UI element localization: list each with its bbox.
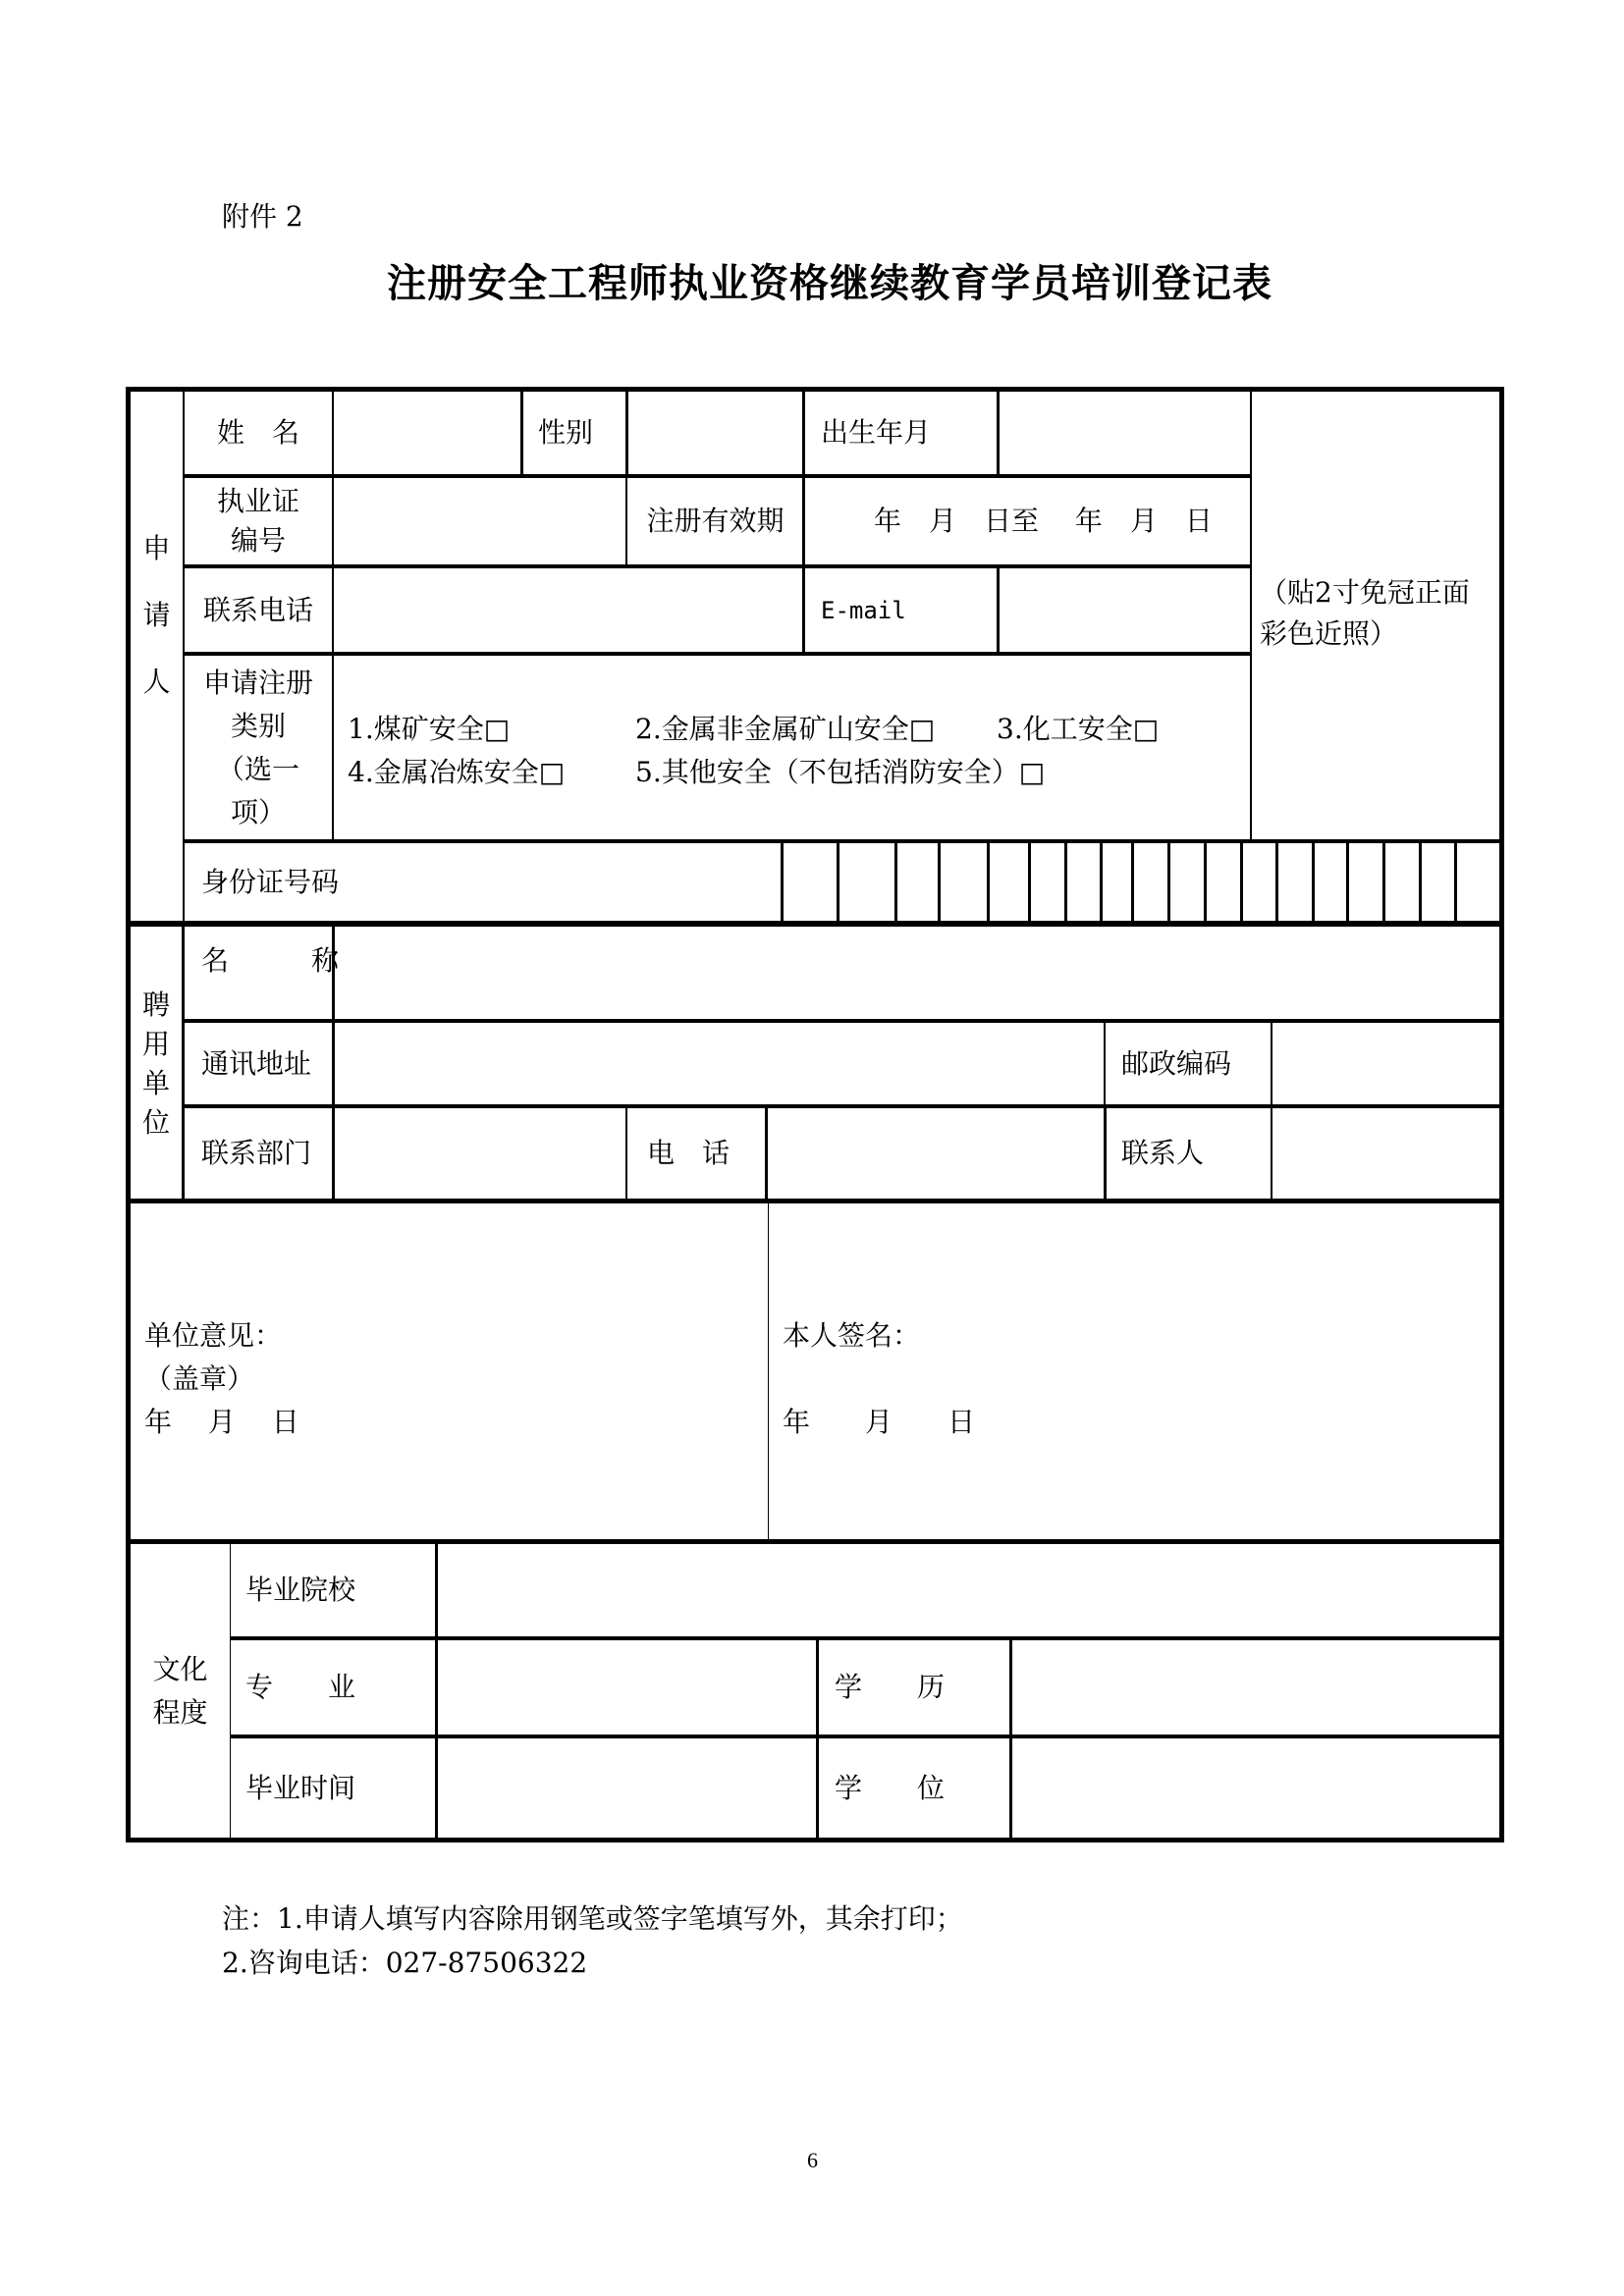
- degree-input[interactable]: [1012, 1738, 1499, 1838]
- major-label: 专 业: [245, 1671, 356, 1703]
- grad-time-label-cell: [245, 1738, 435, 1838]
- birth-label-cell: [821, 392, 997, 474]
- divider: [182, 923, 185, 1202]
- category-label-cell: [185, 656, 332, 839]
- divider: [1104, 1021, 1106, 1106]
- id-digit-box[interactable]: [1134, 843, 1167, 921]
- education-section-label: [131, 1544, 230, 1838]
- gender-label-cell: [538, 392, 625, 474]
- license-number-input[interactable]: [335, 478, 625, 564]
- section-char: 用: [141, 1027, 170, 1060]
- gender-label: 性别: [538, 416, 594, 449]
- id-digit-box[interactable]: [941, 843, 987, 921]
- validity-input[interactable]: [805, 478, 1250, 564]
- id-digit-box[interactable]: [897, 843, 938, 921]
- name-input[interactable]: [335, 392, 520, 474]
- seal-label: （盖章）: [144, 1362, 255, 1395]
- id-digit-box[interactable]: [1457, 843, 1498, 921]
- divider: [625, 476, 627, 566]
- birth-input[interactable]: [1000, 392, 1250, 474]
- category-label-line: 类别: [230, 709, 286, 742]
- postcode-label-cell: [1121, 1023, 1271, 1104]
- id-digit-box[interactable]: [1243, 843, 1275, 921]
- license-label-line2: 编号: [230, 524, 286, 557]
- contact-input[interactable]: [1272, 1108, 1499, 1199]
- signature-area[interactable]: [769, 1203, 1499, 1539]
- id-digit-box[interactable]: [1422, 843, 1454, 921]
- category-option-coal[interactable]: 1.煤矿安全□: [348, 713, 511, 745]
- section-char: 聘: [141, 988, 170, 1021]
- category-label-line: 项）: [230, 795, 286, 828]
- note-line-1: 注：1.申请人填写内容除用钢笔或签字笔填写外，其余打印；: [222, 1902, 963, 1935]
- checkbox-icon[interactable]: □: [483, 713, 511, 745]
- dept-label: 联系部门: [201, 1137, 312, 1169]
- employer-phone-input[interactable]: [768, 1108, 1104, 1199]
- unit-opinion-area[interactable]: [131, 1203, 768, 1539]
- degree-label-cell: [835, 1738, 1009, 1838]
- school-label-cell: [245, 1544, 435, 1636]
- page-number: 6: [807, 2148, 818, 2172]
- id-digit-box[interactable]: [1207, 843, 1240, 921]
- divider: [332, 390, 334, 841]
- id-digit-box[interactable]: [1385, 843, 1419, 921]
- name-label: 姓 名: [216, 416, 299, 449]
- degree-level-label-cell: [835, 1640, 1009, 1735]
- employer-phone-label: 电 话: [647, 1137, 731, 1169]
- attachment-label: 附件 2: [222, 200, 303, 233]
- section-char: 人: [142, 666, 171, 698]
- category-label-line: 申请注册: [202, 666, 313, 699]
- section-char: 申: [142, 532, 171, 564]
- category-option-chemical[interactable]: 3.化工安全□: [997, 713, 1160, 745]
- category-option-metallurgy[interactable]: 4.金属冶炼安全□: [348, 756, 566, 788]
- divider: [230, 1541, 231, 1840]
- photo-area[interactable]: [1252, 392, 1499, 839]
- grad-time-label: 毕业时间: [245, 1771, 356, 1804]
- validity-label: 注册有效期: [646, 505, 785, 537]
- gender-input[interactable]: [628, 392, 802, 474]
- school-label: 毕业院校: [245, 1574, 356, 1606]
- employer-name-label: 名 称: [201, 944, 340, 977]
- employer-name-input[interactable]: [335, 927, 1499, 1019]
- name-label-cell: [185, 392, 332, 474]
- contact-label-cell: [1121, 1108, 1271, 1199]
- divider: [1104, 1106, 1107, 1201]
- id-digit-box[interactable]: [1278, 843, 1312, 921]
- email-label: E-mail: [821, 596, 906, 624]
- section-label-line1: 文化: [152, 1652, 208, 1685]
- signature-label: 本人签名：: [783, 1319, 921, 1352]
- note-line-2: 2.咨询电话：027-87506322: [222, 1947, 588, 1979]
- signature-date: 年 月 日: [783, 1406, 976, 1438]
- license-label-line1: 执业证: [216, 485, 299, 517]
- email-label-cell: [821, 568, 997, 652]
- id-digit-box[interactable]: [839, 843, 894, 921]
- major-label-cell: [245, 1640, 435, 1735]
- unit-opinion-label: 单位意见：: [144, 1319, 283, 1352]
- section-char: 位: [141, 1105, 170, 1139]
- id-digit-box[interactable]: [990, 843, 1028, 921]
- dept-input[interactable]: [335, 1108, 625, 1199]
- school-input[interactable]: [438, 1544, 1499, 1636]
- id-digit-box[interactable]: [1315, 843, 1346, 921]
- phone-input[interactable]: [335, 568, 802, 652]
- validity-date-range: 年 月 日至 年 月 日: [874, 505, 1213, 537]
- phone-label-cell: [185, 568, 332, 652]
- employer-phone-label-cell: [647, 1108, 765, 1199]
- id-label: 身份证号码: [201, 865, 340, 898]
- degree-level-input[interactable]: [1012, 1640, 1499, 1735]
- id-digit-box[interactable]: [1349, 843, 1382, 921]
- divider: [816, 1638, 819, 1840]
- checkbox-icon[interactable]: □: [538, 756, 566, 788]
- postcode-input[interactable]: [1272, 1023, 1499, 1104]
- email-input[interactable]: [1000, 568, 1250, 652]
- section-char: 单: [141, 1066, 170, 1099]
- category-option-other[interactable]: 5.其他安全（不包括消防安全）□: [635, 756, 1046, 788]
- applicant-section-label: [131, 392, 183, 839]
- major-input[interactable]: [438, 1640, 816, 1735]
- id-digit-box[interactable]: [1031, 843, 1064, 921]
- divider: [520, 390, 523, 476]
- id-label-cell: [201, 843, 594, 921]
- category-options: [335, 656, 1250, 839]
- category-label-line: （选一: [216, 752, 299, 785]
- employer-section-label: [131, 927, 182, 1201]
- photo-note-line2: 彩色近照）: [1260, 617, 1398, 650]
- unit-opinion-date: 年 月 日: [144, 1406, 299, 1438]
- id-digit-box[interactable]: [1067, 843, 1100, 921]
- id-digit-box[interactable]: [784, 843, 837, 921]
- category-option-metal-mining[interactable]: 2.金属非金属矿山安全□: [635, 713, 936, 745]
- dept-label-cell: [201, 1108, 332, 1199]
- section-char: 请: [142, 599, 171, 631]
- checkbox-icon[interactable]: □: [1018, 756, 1046, 788]
- section-label-line2: 程度: [152, 1695, 208, 1729]
- page-title: 注册安全工程师执业资格继续教育学员培训登记表: [387, 260, 1272, 306]
- postcode-label: 邮政编码: [1121, 1046, 1232, 1080]
- id-digit-box[interactable]: [1103, 843, 1131, 921]
- validity-label-cell: [628, 478, 802, 564]
- divider: [625, 1106, 627, 1201]
- table-border-bottom: [126, 1838, 1504, 1842]
- contact-label: 联系人: [1121, 1137, 1205, 1169]
- employer-name-label-cell: [201, 927, 340, 1019]
- id-digit-box[interactable]: [1170, 843, 1204, 921]
- birth-label: 出生年月: [821, 416, 932, 449]
- checkbox-icon[interactable]: □: [1132, 713, 1160, 745]
- checkbox-icon[interactable]: □: [908, 713, 936, 745]
- license-label-cell: [185, 478, 332, 564]
- address-input[interactable]: [335, 1023, 1104, 1104]
- table-border-right: [1499, 387, 1504, 1842]
- degree-level-label: 学 历: [835, 1671, 946, 1703]
- address-label-cell: [201, 1023, 332, 1104]
- grad-time-input[interactable]: [438, 1738, 816, 1838]
- phone-label: 联系电话: [202, 593, 313, 626]
- photo-note-line1: （贴2寸免冠正面: [1260, 576, 1470, 609]
- degree-label: 学 位: [835, 1771, 946, 1804]
- address-label: 通讯地址: [201, 1046, 312, 1080]
